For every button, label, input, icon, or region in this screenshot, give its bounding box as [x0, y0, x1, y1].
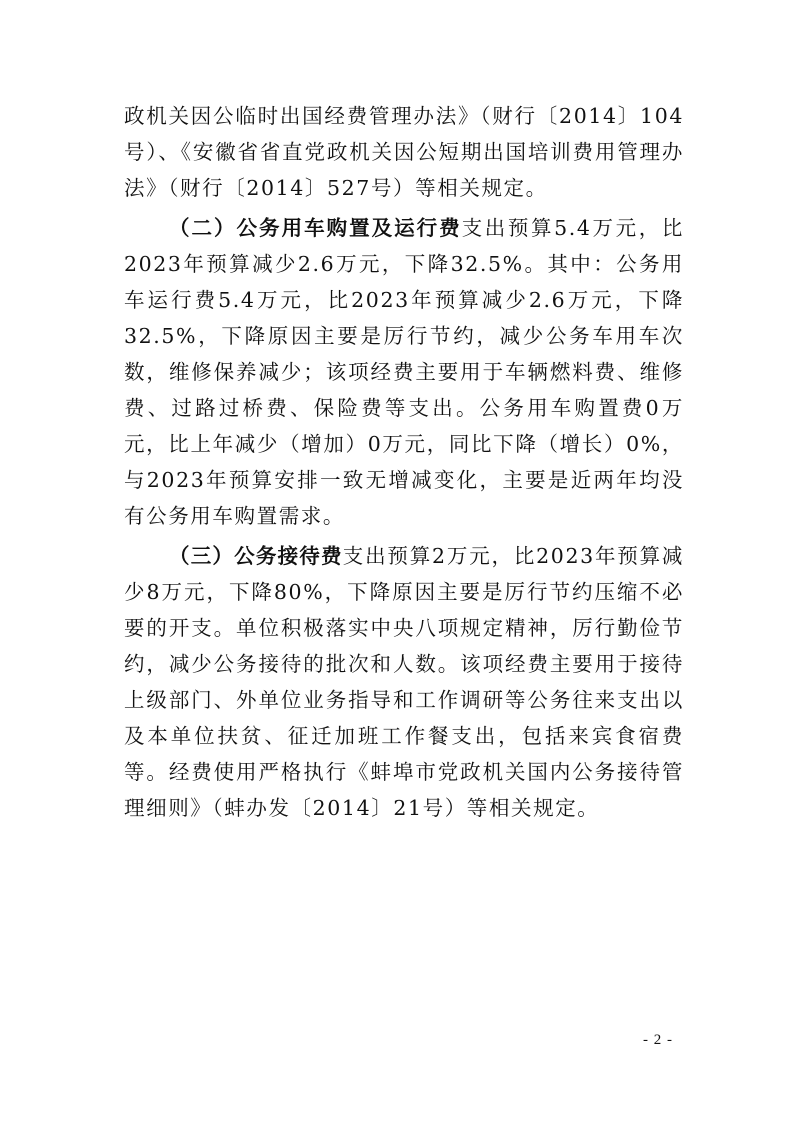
paragraph-text: 支出预算5.4万元，比2023年预算减少2.6万元，下降32.5%。其中：公务用车运行费5.4万元，比2023年预算减少2.6万元，下降32.5%，下降原因主要是厉行节约，减少公务车用车次数，维修保养减少；该项经费主要用于车辆燃料费、维修费、过路过桥费、保险费等支出。公务用车购置费0万元，比上年减少（增加）0万元，同比下降（增长）0%，与2023年预算安排一致无增减变化，主要是近两年均没有公务用车购置需求。	[124, 216, 685, 528]
paragraph-text: 政机关因公临时出国经费管理办法》（财行〔2014〕104号）、《安徽省省直党政机关因公短期出国培训费用管理办法》（财行〔2014〕527号）等相关规定。	[124, 104, 684, 200]
paragraph-continuation	[124, 98, 684, 206]
paragraph-reception-expenses	[124, 538, 684, 826]
section-heading-vehicle: （二）公务用车购置及运行费	[169, 216, 462, 240]
paragraph-vehicle-expenses	[124, 210, 684, 534]
section-heading-reception: （三）公务接待费	[169, 544, 343, 568]
page-number: - 2 -	[643, 1032, 673, 1048]
document-body	[124, 98, 684, 830]
paragraph-text: 支出预算2万元，比2023年预算减少8万元，下降80%，下降原因主要是厉行节约压缩不必要的开支。单位积极落实中央八项规定精神，厉行勤俭节约，减少公务接待的批次和人数。该项经费主要用于接待上级部门、外单位业务指导和工作调研等公务往来支出以及本单位扶贫、征迁加班工作餐支出，包括来宾食宿费等。经费使用严格执行《蚌埠市党政机关国内公务接待管理细则》（蚌办发〔2014〕21号）等相关规定。	[124, 544, 684, 820]
